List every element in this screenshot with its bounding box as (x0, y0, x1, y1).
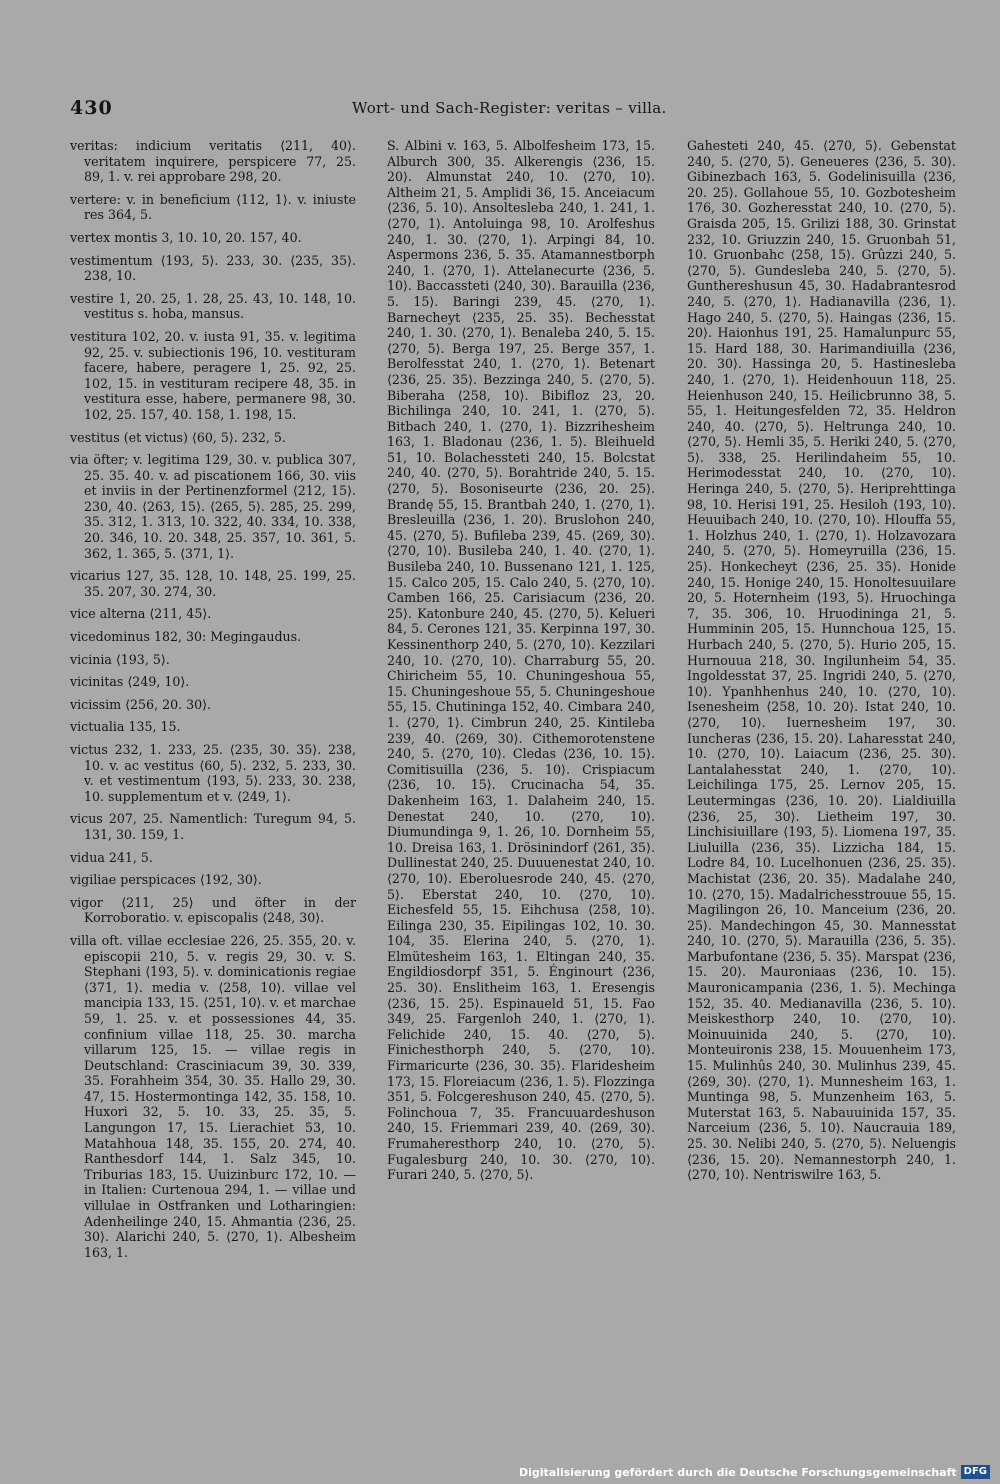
index-entry: vidua 241, 5. (70, 849, 153, 865)
index-entry: vertex montis 3, 10. 10, 20. 157, 40. (70, 229, 302, 245)
index-entry: veritas: indicium veritatis ⟨211, 40⟩. veritatem inquirere, perspicere 77, 25. 89, 1. v. rei approbare 298, 20. (70, 138, 356, 185)
index-entry: vestitus (et victus) ⟨60, 5⟩. 232, 5. (70, 429, 286, 445)
index-entry: vicinitas ⟨249, 10⟩. (70, 674, 190, 690)
index-entry: vertere: v. in beneficium ⟨112, 1⟩. v. iniuste res 364, 5. (70, 191, 356, 223)
index-entry: vestitura 102, 20. v. iusta 91, 35. v. legitima 92, 25. v. subiectionis 196, 10. vestituram facere, habere, peragere 1, 25. 92, 25. 102, 15. in vestituram recipere 48, 35. in vestitura esse, habere, permanere 98, 30. 102, 25. 157, 40. 158, 1. 198, 15. (70, 328, 356, 422)
index-entry: vicissim ⟨256, 20. 30⟩. (70, 696, 212, 712)
index-entry: victualia 135, 15. (70, 719, 181, 735)
page-number: 430 (70, 97, 113, 119)
footer-credit: Digitalisierung gefördert durch die Deutsche Forschungsgemeinschaft (518, 1465, 957, 1479)
index-entry: victus 232, 1. 233, 25. ⟨235, 30. 35⟩. 238, 10. v. ac vestitus ⟨60, 5⟩. 232, 5. 233, 30. v. et vestimentum ⟨193, 5⟩. 233, 30. 238, 10. supplementum et v. ⟨249, 1⟩. (70, 742, 356, 804)
index-entry: via öfter; v. legitima 129, 30. v. publica 307, 25. 35. 40. v. ad piscationem 166, 30. viis et inviis in der Pertinenzformel ⟨212, 15⟩. 230, 40. ⟨263, 15⟩. ⟨265, 5⟩. 285, 25. 299, 35. 312, 1. 313, 10. 322, 40. 334, 10. 338, 20. 346, 10. 20. 348, 25. 357, 10. 361, 5. 362, 1. 365, 5. ⟨371, 1⟩. (70, 452, 356, 561)
index-entry: vice alterna ⟨211, 45⟩. (70, 606, 212, 622)
index-column-1 (70, 138, 356, 1338)
dfg-logo-icon: DFG (961, 1465, 990, 1479)
index-entry: villa oft. villae ecclesiae 226, 25. 355, 20. v. episcopii 210, 5. v. regis 29, 30. v. S. Stephani ⟨193, 5⟩. v. dominicationis regiae ⟨371, 1⟩. media v. ⟨258, 10⟩. villae vel mancipia 133, 15. ⟨251, 10⟩. v. et marchae 59, 1. 25. v. et possessiones 44, 35. confinium villae 118, 25. 30. marcha villarum 125, 15. — villae regis in Deutschland: Crasciniacum 39, 30. 339, 35. Forahheim 354, 30. 35. Hallo 29, 30. 47, 15. Hostermontinga 142, 35. 158, 10. Huxori 32, 5. 10. 33, 25. 35, 5. Langungon 17, 15. Lierachiet 53, 10. Matahhoua 148, 35. 155, 20. 274, 40. Ranthesdorf 144, 1. Salz 345, 10. Triburias 183, 15. Uuizinburc 172, 10. — in Italien: Curtenoua 294, 1. — villae und villulae in Ostfranken und Lotharingien: Adenheilinge 240, 15. Ahmantia ⟨236, 25. 30⟩. Alarichi 240, 5. ⟨270, 1⟩. Albesheim 163, 1. (70, 932, 356, 1260)
index-entry: vicarius 127, 35. 128, 10. 148, 25. 199, 25. 35. 207, 30. 274, 30. (70, 568, 356, 599)
index-entry: vestire 1, 20. 25, 1. 28, 25. 43, 10. 148, 10. vestitus s. hoba, mansus. (70, 290, 356, 322)
index-entry: vicedominus 182, 30: Megingaudus. (70, 629, 302, 645)
index-entry: vigiliae perspicaces ⟨192, 30⟩. (70, 872, 262, 888)
index-entry: vestimentum ⟨193, 5⟩. 233, 30. ⟨235, 35⟩. 238, 10. (70, 252, 356, 284)
index-entry: vicus 207, 25. Namentlich: Turegum 94, 5. 131, 30. 159, 1. (70, 811, 356, 842)
index-entry: vicinia ⟨193, 5⟩. (70, 651, 170, 667)
index-entry: vigor ⟨211, 25⟩ und öfter in der Korroboratio. v. episcopalis ⟨248, 30⟩. (70, 894, 356, 926)
index-entry: S. Albini v. 163, 5. Albolfesheim 173, 15. Alburch 300, 35. Alkerengis ⟨236, 15. 20⟩. Almunstat 240, 10. ⟨270, 10⟩. Altheim 21, 5. Amplidi 36, 15. Anceiacum ⟨236, 5. 10⟩. Ansolteslеba 240, 1. 241, 1. ⟨270, 1⟩. Antoluinga 98, 10. Arolfeshus 240, 1. 30. ⟨270, 1⟩. Arpingi 84, 10. Aspermons 236, 5. 35. Atamannestborph 240, 1. ⟨270, 1⟩. Attelanecurte ⟨236, 5. 10⟩. Baccassteti ⟨240, 30⟩. Barauilla ⟨236, 5. 15⟩. Baringi 239, 45. ⟨270, 1⟩. Barnecheyt ⟨235, 25. 35⟩. Bechesstat 240, 1. 30. ⟨270, 1⟩. Benaleba 240, 5. 15. ⟨270, 5⟩. Berga 197, 25. Berge 357, 1. Berolfesstat 240, 1. ⟨270, 1⟩. Betenart ⟨236, 25. 35⟩. Bezzinga 240, 5. ⟨270, 5⟩. Biberaha ⟨258, 10⟩. Bibifloz 23, 20. Bichilinga 240, 10. 241, 1. ⟨270, 5⟩. Bitbach 240, 1. ⟨270, 1⟩. Bizzrihesheim 163, 1. Bladonau ⟨236, 1. 5⟩. Bleihueld 51, 10. Bolachessteti 240, 15. Bolcstat 240, 40. ⟨270, 5⟩. Borahtride 240, 5. 15. ⟨270, 5⟩. Bosoniseurte ⟨236, 20. 25⟩. Brandę 55, 15. Brantbah 240, 1. ⟨270, 1⟩. Bresleuilla ⟨236, 1. 20⟩. Bruslohon 240, 45. ⟨270, 5⟩. Bufileba 239, 45. ⟨269, 30⟩. ⟨270, 10⟩. Busileba 240, 1. 40. ⟨270, 1⟩. Busileba 240, 10. Bussenano 121, 1. 125, 15. Calco 205, 15. Calo 240, 5. ⟨270, 10⟩. Camben 166, 25. Carisiacum ⟨236, 20. 25⟩. Katonbure 240, 45. ⟨270, 5⟩. Kelueri 84, 5. Cerones 121, 35. Kerpinna 197, 30. Kessinenthorp 240, 5. ⟨270, 10⟩. Kezzilari 240, 10. ⟨270, 10⟩. Charraburg 55, 20. Chiricheim 55, 10. Chuningeshoua 55, 15. Chuningeshoue 55, 5. Chuningeshoue 55, 15. Chutininga 152, 40. Cimbara 240, 1. ⟨270, 1⟩. Cimbrun 240, 25. Kintileba 239, 40. ⟨269, 30⟩. Cithemorotenstene 240, 5. ⟨270, 10⟩. Cledas ⟨236, 10. 15⟩. Comitisuilla ⟨236, 5. 10⟩. Crispiacum ⟨236, 10. 15⟩. Crucinacha 54, 35. Dakenheim 163, 1. Dalaheim 240, 15. Denestat 240, 10. ⟨270, 10⟩. Diumundinga 9, 1. 26, 10. Dornheim 55, 10. Dreisa 163, 1. Drösinindorf ⟨261, 35⟩. Dullinestat 240, 25. Duuuenestat 240, 10. ⟨270, 10⟩. Eberoluesrode 240, 45. ⟨270, 5⟩. Eberstat 240, 10. ⟨270, 10⟩. Eichesfeld 55, 15. Eihchusa ⟨258, 10⟩. Eilinga 230, 35. Eipilingas 102, 10. 30. 104, 35. Elerina 240, 5. ⟨270, 1⟩. Elmütesheim 163, 1. Eltingan 240, 35. Engildiosdorpf 351, 5. Énginourt ⟨236, 25. 30⟩. Enslitheim 163, 1. Eresengis ⟨236, 15. 25⟩. Espinaueld 51, 15. Fao 349, 25. Fargenloh 240, 1. ⟨270, 1⟩. Felichide 240, 15. 40. ⟨270, 5⟩. Finichesthorph 240, 5. ⟨270, 10⟩. Firmaricurte ⟨236, 30. 35⟩. Flaridesheim 173, 15. Floreiacum ⟨236, 1. 5⟩. Flozzinga 351, 5. Folcgereshuson 240, 45. ⟨270, 5⟩. Folinchoua 7, 35. Francuuardeshuson 240, 15. Friemmari 239, 40. ⟨269, 30⟩. Frumaheresthorp 240, 10. ⟨270, 5⟩. Fugalesburg 240, 10. 30. ⟨270, 10⟩. Furari 240, 5. ⟨270, 5⟩. (387, 138, 655, 1183)
index-column-2 (387, 138, 655, 1338)
footer (519, 1465, 990, 1479)
index-column-3 (687, 138, 956, 1338)
running-title: Wort- und Sach-Register: veritas – villa. (352, 99, 667, 117)
index-entry: Gahesteti 240, 45. ⟨270, 5⟩. Gebenstat 240, 5. ⟨270, 5⟩. Geneueres ⟨236, 5. 30⟩. Gibinezbach 163, 5. Godelinisuilla ⟨236, 20. 25⟩. Gollahoue 55, 10. Gozbotesheim 176, 30. Gozheresstat 240, 10. ⟨270, 5⟩. Graisda 205, 15. Grilizi 188, 30. Grinstat 232, 10. Griuzzin 240, 15. Gruonbah 51, 10. Gruonbahc ⟨258, 15⟩. Grûzzi 240, 5. ⟨270, 5⟩. Gundesleba 240, 5. ⟨270, 5⟩. Gunthereshusun 45, 30. Hadabrantesrod 240, 5. ⟨270, 1⟩. Hadianavilla ⟨236, 1⟩. Hago 240, 5. ⟨270, 5⟩. Haingas ⟨236, 15. 20⟩. Haionhus 191, 25. Hamalunpurc 55, 15. Hard 188, 30. Harimandiuilla ⟨236, 20. 30⟩. Hassinga 20, 5. Hastinesleba 240, 1. ⟨270, 1⟩. Heidenhouun 118, 25. Heienhuson 240, 15. Heilicbrunno 38, 5. 55, 1. Heitungesfelden 72, 35. Heldron 240, 40. ⟨270, 5⟩. Heltrunga 240, 10. ⟨270, 5⟩. Hemli 35, 5. Heriki 240, 5. ⟨270, 5⟩. 338, 25. Herilindaheim 55, 10. Herimodesstat 240, 10. ⟨270, 10⟩. Heringa 240, 5. ⟨270, 5⟩. Heriprehttinga 98, 10. Herisi 191, 25. Hesiloh ⟨193, 10⟩. Heuuibach 240, 10. ⟨270, 10⟩. Hlouffa 55, 1. Holzhus 240, 1. ⟨270, 1⟩. Holzavozara 240, 5. ⟨270, 5⟩. Homeyruilla ⟨236, 15. 25⟩. Honkecheyt ⟨236, 25. 35⟩. Honide 240, 15. Honige 240, 15. Honoltesuuilare 20, 5. Hoternheim ⟨193, 5⟩. Hruochinga 7, 35. 306, 10. Hruodininga 21, 5. Humminin 205, 15. Hunnchoua 125, 15. Hurbach 240, 5. ⟨270, 5⟩. Hurio 205, 15. Hurnouua 218, 30. Ingilunheim 54, 35. Ingoldesstat 37, 25. Ingridi 240, 5. ⟨270, 10⟩. Ypanhhenhus 240, 10. ⟨270, 10⟩. Isenesheim ⟨258, 10. 20⟩. Istat 240, 10. ⟨270, 10⟩. Iuernesheim 197, 30. Iuncheras ⟨236, 15. 20⟩. Laharesstat 240, 10. ⟨270, 10⟩. Laiacum ⟨236, 25. 30⟩. Lantalahesstat 240, 1. ⟨270, 10⟩. Leichilinga 175, 25. Lernov 205, 15. Leutermingas ⟨236, 10. 20⟩. Lialdiuilla ⟨236, 25, 30⟩. Lietheim 197, 30. Linchisiuillare ⟨193, 5⟩. Liomena 197, 35. Liuluilla ⟨236, 35⟩. Lizzicha 184, 15. Lodre 84, 10. Lucelhonuen ⟨236, 25. 35⟩. Machistat ⟨236, 20. 35⟩. Madalahe 240, 10. ⟨270, 15⟩. Madalrichesstrouue 55, 15. Magilingon 26, 10. Manceium ⟨236, 20. 25⟩. Mandechingon 45, 30. Mannesstat 240, 10. ⟨270, 5⟩. Marauilla ⟨236, 5. 35⟩. Marbufontane ⟨236, 5. 35⟩. Marspat ⟨236, 15. 20⟩. Mauroniaas ⟨236, 10. 15⟩. Mauronicampania ⟨236, 1. 5⟩. Mechinga 152, 35. 40. Medianavilla ⟨236, 5. 10⟩. Meiskesthorp 240, 10. ⟨270, 10⟩. Moinuuinida 240, 5. ⟨270, 10⟩. Monteuironis 238, 15. Mouuenheim 173, 15. Mulinhûs 240, 30. Mulinhus 239, 45. ⟨269, 30⟩. ⟨270, 1⟩. Munnesheim 163, 1. Muntinga 98, 5. Munzenheim 163, 5. Muterstat 163, 5. Nabauuinida 157, 35. Narceium ⟨236, 5. 10⟩. Naucrauia 189, 25. 30. Nelibi 240, 5. ⟨270, 5⟩. Neluengis ⟨236, 15. 20⟩. Nemannestorph 240, 1. ⟨270, 10⟩. Nentriswilre 163, 5. (687, 138, 956, 1183)
